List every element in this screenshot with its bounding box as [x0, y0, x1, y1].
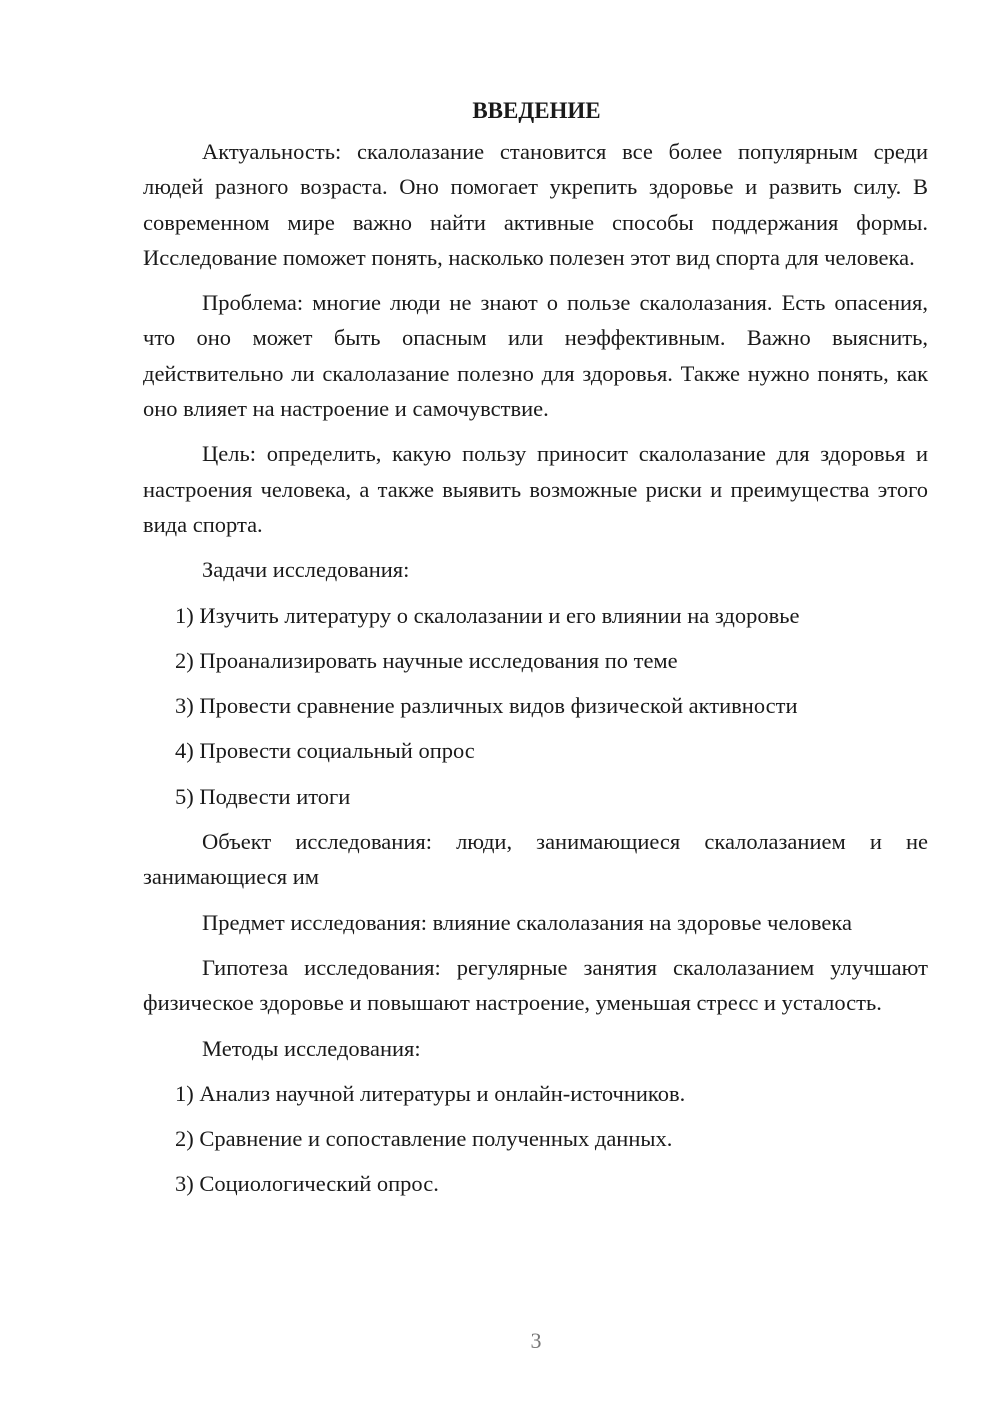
list-item: 1) Изучить литературу о скалолазании и его влиянии на здоровье — [175, 602, 800, 628]
list-item: 2) Проанализировать научные исследования по теме — [175, 647, 678, 673]
goal-paragraph: Цель: определить, какую пользу приносит скалолазание для здоровья и настроения человека, а также выявить возможные риски и преимущества этого вида спорта. — [143, 441, 928, 537]
tasks-list — [143, 598, 928, 814]
hypothesis-paragraph: Гипотеза исследования: регулярные занятия скалолазанием улучшают физическое здоровье и повышают настроение, уменьшая стресс и усталость. — [143, 954, 928, 1016]
list-item: 5) Подвести итоги — [175, 783, 351, 809]
page-number: 3 — [530, 1328, 542, 1353]
list-item: 1) Анализ научной литературы и онлайн-источников. — [175, 1080, 686, 1106]
list-item: 2) Сравнение и сопоставление полученных данных. — [175, 1126, 673, 1152]
methods-title: Методы исследования: — [202, 1035, 421, 1061]
relevance-paragraph: Актуальность: скалолазание становится все более популярным среди людей разного возраста. Оно помогает укрепить здоровье и развить силу. В современном мире важно найти активные способы поддержания формы. Исследование поможет понять, насколько полезен этот вид спорта для человека. — [143, 139, 928, 270]
methods-list — [143, 1076, 928, 1202]
list-item: 3) Провести сравнение различных видов физической активности — [175, 693, 798, 719]
section-heading: ВВЕДЕНИЕ — [472, 98, 601, 123]
document-page — [143, 93, 928, 1212]
problem-paragraph: Проблема: многие люди не знают о пользе скалолазания. Есть опасения, что оно может быть опасным или неэффективным. Важно выяснить, действительно ли скалолазание полезно для здоровья. Также нужно понять, как оно влияет на настроение и самочувствие. — [143, 290, 928, 422]
object-paragraph: Объект исследования: люди, занимающиеся скалолазанием и не занимающиеся им — [143, 829, 928, 890]
list-item: 3) Социологический опрос. — [175, 1171, 439, 1197]
list-item: 4) Провести социальный опрос — [175, 738, 475, 764]
subject-paragraph: Предмет исследования: влияние скалолазания на здоровье человека — [202, 909, 852, 935]
tasks-title: Задачи исследования: — [202, 557, 410, 583]
